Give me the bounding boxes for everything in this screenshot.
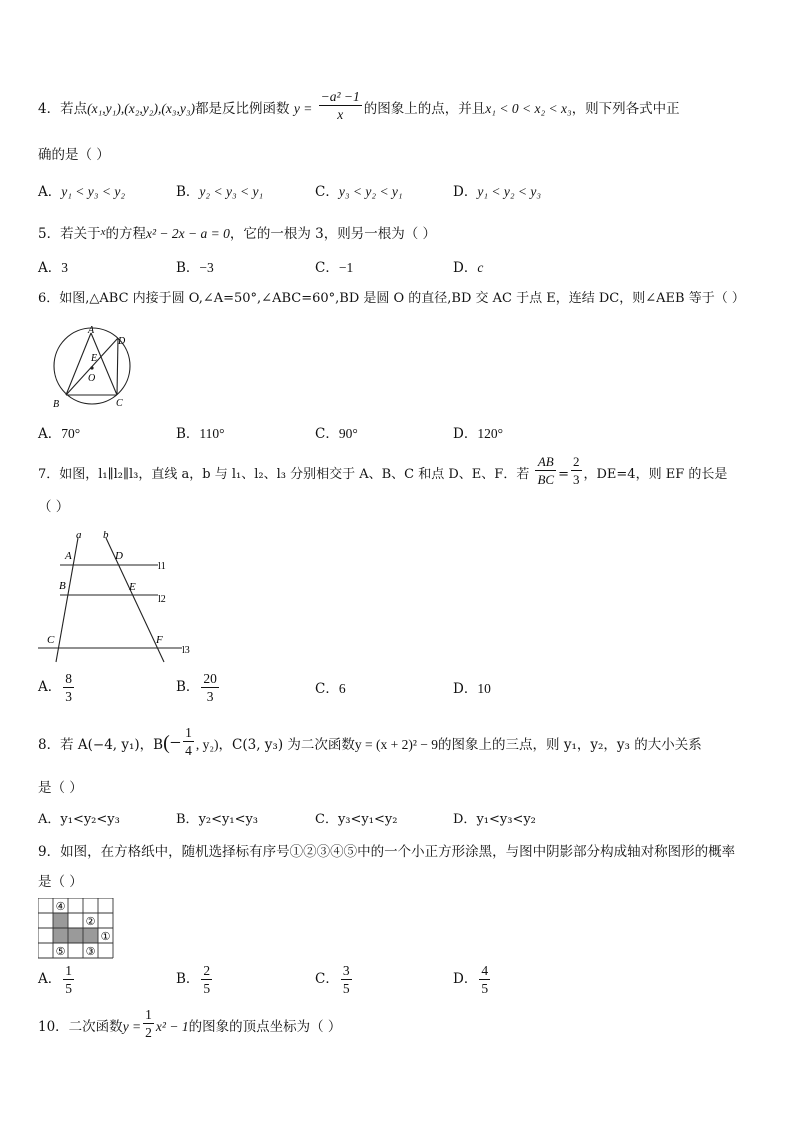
q7-ratio-value: [571, 453, 582, 488]
q7-prefix: 7．如图，l₁∥l₂∥l₃，直线 a，b 与 l₁、l₂、l₃ 分别相交于 A、B、C 和点 D、E、F．若: [38, 467, 530, 482]
q7-label-l2: l2: [158, 594, 166, 605]
q8-tail: 的图象上的三点，则 y₁，y₂，y₃ 的大小关系: [438, 737, 702, 753]
q5-option-c-label: C．: [315, 260, 339, 276]
q4-func-denominator: x: [337, 107, 344, 122]
q7-ratio-denominator: BC: [537, 472, 555, 487]
q9-option-b-label: B．: [176, 971, 200, 987]
q5-option-c-text: −1: [338, 260, 354, 275]
q6-label-c: C: [116, 398, 123, 409]
q4-option-b-label: B．: [176, 184, 200, 200]
q7-option-b[interactable]: [176, 670, 221, 705]
q6-circle-figure: [44, 320, 140, 412]
q4-option-c[interactable]: [315, 182, 403, 202]
q7-option-a[interactable]: [38, 670, 76, 705]
q4-func-fraction: [319, 88, 362, 123]
q4-mid: 都是反比例函数: [195, 101, 290, 117]
q8-option-c[interactable]: [315, 810, 397, 830]
q7-equals: =: [558, 467, 569, 482]
q4-option-d[interactable]: [453, 182, 541, 202]
q5-tail: ，它的一根为 3，则另一根为（ ）: [229, 226, 437, 242]
q7-option-d[interactable]: [453, 679, 491, 699]
q8-b-open: (−: [163, 732, 182, 754]
q4-option-b-text: y₂ < y₃ < y₁: [199, 184, 264, 199]
question-10-line: [38, 1007, 342, 1041]
q9-grid-lines: [38, 898, 113, 958]
q9-option-c-numerator: 3: [342, 963, 350, 978]
q8-b-close: , y₂): [195, 737, 219, 752]
q7-label-f-point: F: [156, 634, 163, 646]
q10-rest: x² − 1: [155, 1019, 189, 1034]
q8-function: y = (x + 2)² − 9: [354, 737, 439, 752]
q7-option-c[interactable]: [315, 679, 346, 699]
q9-option-b-fraction: [201, 962, 212, 997]
q6-option-c-label: C．: [315, 426, 339, 442]
q6-option-a[interactable]: [38, 424, 80, 444]
question-7-line-1: [38, 454, 728, 488]
q4-option-d-text: y₁ < y₂ < y₃: [477, 184, 542, 199]
q4-cond-pre: 的图象上的点，并且: [363, 101, 486, 117]
q7-label-e-point: E: [129, 581, 136, 593]
q4-condition: x₁ < 0 < x₂ < x₃: [485, 101, 572, 116]
q7-option-a-denominator: 3: [65, 689, 72, 704]
question-8-line-1: [38, 725, 702, 759]
q8-b-fraction: [183, 724, 194, 759]
question-6-line: 6．如图,△ABC 内接于圆 O,∠A=50°,∠ABC=60°,BD 是圆 O 的直径,BD 交 AC 于点 E，连结 DC，则∠AEB 等于（ ）: [38, 291, 745, 306]
q6-option-b-label: B．: [176, 426, 200, 442]
q7-tail: ，DE=4，则 EF 的长是: [583, 467, 728, 482]
q9-option-a[interactable]: [38, 962, 76, 997]
q7-label-b-point: B: [59, 580, 66, 592]
q8-option-d[interactable]: [453, 810, 536, 830]
q7-option-a-fraction: [63, 670, 74, 705]
q7-option-d-text: 10: [477, 681, 491, 696]
q4-option-d-label: D．: [453, 184, 478, 200]
q4-option-a[interactable]: [38, 182, 125, 202]
q5-equation: x² − 2x − a = 0: [145, 226, 230, 241]
q9-option-a-numerator: 1: [65, 963, 72, 978]
q8-c-point: ，C(3, y₃) 为二次函数: [218, 737, 355, 753]
q7-label-c-point: C: [47, 634, 55, 646]
q8-option-b[interactable]: [176, 810, 258, 830]
q5-variable: x: [100, 226, 106, 238]
q7-option-c-text: 6: [338, 681, 346, 696]
q4-func-lhs: y =: [293, 101, 313, 116]
question-9-line-1: 9．如图，在方格纸中，随机选择标有序号①②③④⑤中的一个小正方形涂黑，与图中阴影部分构成轴对称图形的概率: [38, 844, 736, 860]
q8-prefix: 8．若 A(−4, y₁)，B: [38, 737, 164, 753]
q6-segment-ab: [66, 333, 91, 395]
q9-option-a-label: A．: [38, 971, 62, 987]
q5-prefix: 5．若关于: [38, 226, 101, 242]
q7-label-d-point: D: [115, 550, 123, 562]
q6-option-c[interactable]: [315, 424, 358, 444]
q4-option-c-label: C．: [315, 184, 339, 200]
q7-option-b-label: B．: [176, 679, 200, 695]
q9-label-3: ③: [85, 946, 96, 958]
q9-option-a-denominator: 5: [65, 981, 72, 996]
q9-option-b[interactable]: [176, 962, 214, 997]
q7-label-a-line: a: [76, 530, 82, 541]
q9-option-c-denominator: 5: [342, 981, 350, 996]
q5-option-c[interactable]: [315, 258, 353, 278]
q4-option-a-label: A．: [38, 184, 62, 200]
question-4-line-2: 确的是（ ）: [38, 147, 110, 163]
q7-ratio-numerator: AB: [535, 453, 556, 471]
q5-option-a-label: A．: [38, 260, 62, 276]
q9-label-2: ②: [85, 916, 96, 928]
q5-option-d-label: D．: [453, 260, 478, 276]
q7-label-a-point: A: [65, 550, 72, 562]
q10-fraction: [143, 1006, 154, 1041]
q5-option-b[interactable]: [176, 258, 214, 278]
question-7-line-2: （ ）: [38, 499, 70, 515]
q9-grid-figure: [38, 898, 114, 960]
q7-ratio-ab-bc: [535, 453, 556, 488]
q6-label-d: D: [118, 336, 126, 347]
q6-label-o: O: [88, 373, 96, 384]
q5-option-b-label: B．: [176, 260, 200, 276]
q8-option-c-text: y₃<y₁<y₂: [337, 812, 398, 827]
q6-option-c-text: 90°: [338, 426, 358, 441]
q6-option-a-label: A．: [38, 426, 62, 442]
q9-option-b-numerator: 2: [203, 963, 211, 978]
q8-option-a-text: y₁<y₂<y₃: [60, 812, 120, 827]
q8-b-denominator: 4: [185, 743, 192, 758]
q8-option-b-label: B．: [176, 812, 199, 827]
q6-center-point: [90, 366, 93, 369]
q9-label-1: ①: [100, 931, 111, 943]
q9-option-d-label: D．: [453, 971, 478, 987]
q7-parallel-lines-figure: [36, 530, 196, 665]
q5-option-b-text: −3: [199, 260, 214, 275]
q6-option-d-label: D．: [453, 426, 478, 442]
q8-option-b-text: y₂<y₁<y₃: [198, 812, 259, 827]
question-9-line-2: 是（ ）: [38, 874, 83, 890]
q6-option-a-text: 70°: [61, 426, 81, 441]
q9-option-d-fraction: [479, 962, 490, 997]
q8-option-c-label: C．: [315, 812, 338, 827]
q4-option-b[interactable]: [176, 182, 263, 202]
q7-option-b-denominator: 3: [206, 689, 214, 704]
q9-label-4: ④: [55, 901, 66, 913]
question-4-line-1: [38, 89, 680, 123]
q10-lhs: y =: [122, 1019, 142, 1034]
q4-option-a-text: y₁ < y₃ < y₂: [61, 184, 126, 199]
q10-tail: 的图象的顶点坐标为（ ）: [188, 1019, 342, 1035]
q9-option-c-label: C．: [315, 971, 339, 987]
q5-option-a[interactable]: [38, 258, 68, 278]
q7-option-b-numerator: 20: [203, 671, 217, 686]
q8-option-d-text: y₁<y₃<y₂: [476, 812, 536, 827]
q8-b-numerator: 1: [185, 725, 192, 740]
q7-ratio-value-denominator: 3: [573, 472, 580, 487]
q9-option-d-numerator: 4: [481, 963, 489, 978]
q9-label-5: ⑤: [55, 946, 66, 958]
q9-option-b-denominator: 5: [203, 981, 211, 996]
q9-option-d[interactable]: [453, 962, 492, 997]
q5-option-d-text: c: [477, 260, 484, 275]
q5-option-a-text: 3: [61, 260, 68, 275]
q8-option-d-label: D．: [453, 812, 477, 827]
q4-option-c-text: y₃ < y₂ < y₁: [338, 184, 403, 199]
q4-tail: ，则下列各式中正: [571, 101, 680, 117]
q6-label-a: A: [88, 325, 95, 336]
q7-ratio-value-numerator: 2: [573, 454, 580, 469]
question-8-line-2: 是（ ）: [38, 780, 83, 796]
q8-option-a[interactable]: [38, 810, 120, 830]
q7-option-a-numerator: 8: [65, 671, 72, 686]
question-5-line: [38, 222, 436, 244]
q7-label-b-line: b: [103, 530, 109, 541]
q9-option-c[interactable]: [315, 962, 354, 997]
q5-mid: 的方程: [105, 226, 146, 242]
q4-func-numerator: −a² −1: [320, 89, 360, 104]
q7-option-a-label: A．: [38, 679, 62, 695]
q4-prefix: 4．若点: [38, 101, 88, 117]
q9-option-a-fraction: [63, 962, 74, 997]
q7-option-c-label: C．: [315, 681, 339, 697]
q6-label-b: B: [53, 399, 60, 410]
q10-numerator: 1: [145, 1007, 152, 1022]
q6-option-b[interactable]: [176, 424, 225, 444]
q5-option-d[interactable]: [453, 258, 483, 278]
q10-denominator: 2: [145, 1025, 152, 1040]
q8-option-a-label: A．: [38, 812, 61, 827]
q9-option-d-denominator: 5: [481, 981, 489, 996]
q7-option-d-label: D．: [453, 681, 478, 697]
q7-option-b-fraction: [201, 670, 219, 705]
q6-option-d-text: 120°: [477, 426, 503, 441]
q10-prefix: 10．二次函数: [38, 1019, 123, 1035]
q6-label-e: E: [91, 353, 98, 364]
q7-label-l3: l3: [182, 645, 190, 656]
q6-option-d[interactable]: [453, 424, 503, 444]
q6-option-b-text: 110°: [199, 426, 225, 441]
q7-label-l1: l1: [158, 561, 166, 572]
q4-points: (x₁,y₁),(x₂,y₂),(x₃,y₃): [87, 101, 196, 116]
q9-option-c-fraction: [341, 962, 352, 997]
